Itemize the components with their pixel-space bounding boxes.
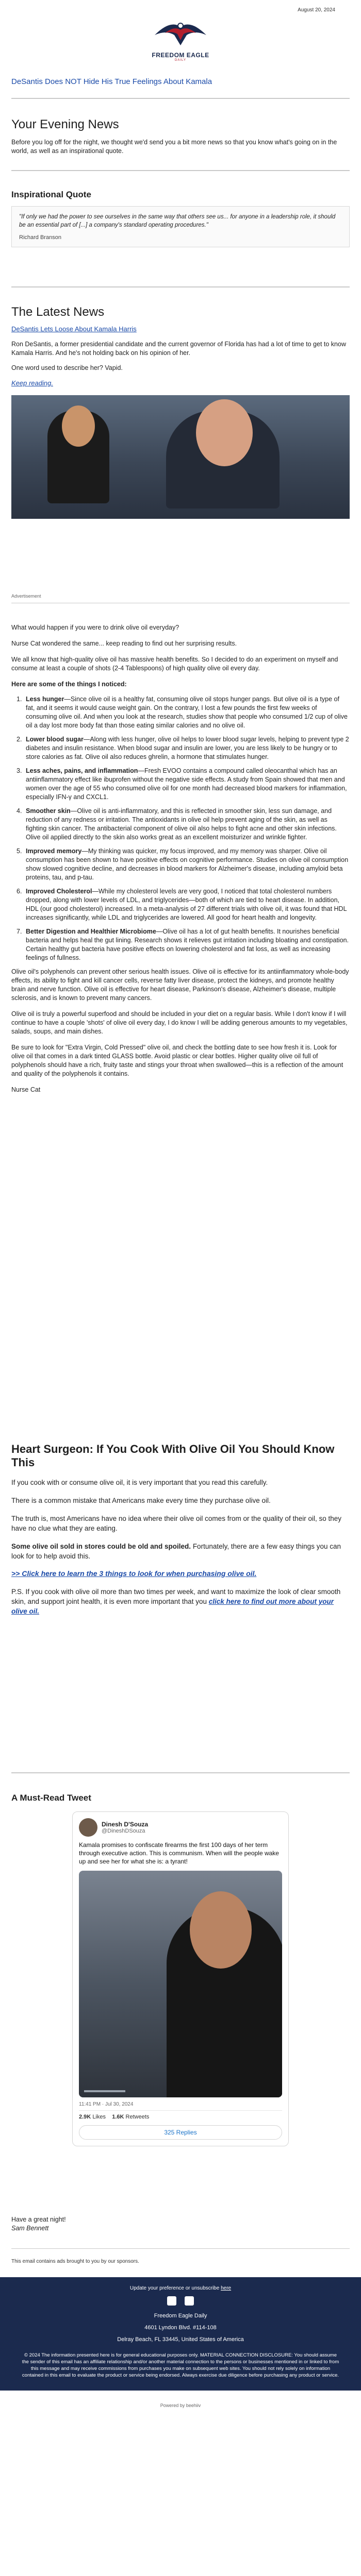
benefit-text: —My thinking was quicker, my focus improved, and my memory was sharper. Olive oil consumption has been shown to have positive effects on cognitive performance. Studies on olive oil consumption show slowed cognitive decline, and decreases in blood markers for Alzheimer's disease, including amyloid beta proteins, tau, and p-tau. bbox=[26, 848, 349, 881]
tweet-timestamp[interactable]: 11:41 PM · Jul 30, 2024 bbox=[79, 2102, 134, 2107]
benefit-title: Better Digestion and Healthier Microbiome bbox=[26, 928, 156, 935]
benefit-title: Less hunger bbox=[26, 696, 64, 703]
ads-note: This email contains ads brought to you by our sponsors. bbox=[11, 2259, 139, 2264]
tweet-likes-count: 2.9K bbox=[79, 2114, 91, 2120]
quote-text: "If only we had the power to see ourselves in the same way that others see us... for anyone in a leadership role, it should be an essential part of [...] a company's standard operating procedures." bbox=[19, 214, 336, 228]
article-paragraph-2: One word used to describe her? Vapid. bbox=[11, 364, 123, 371]
photo-figure-left-head bbox=[62, 405, 95, 447]
olive-oil-link-2[interactable]: click here to find out more about your olive oil. bbox=[11, 1598, 334, 1615]
tweet-reposts-count: 1.6K bbox=[112, 2114, 124, 2120]
surgeon-p4 bbox=[11, 1541, 350, 1561]
divider bbox=[11, 170, 350, 171]
benefit-number: 6. bbox=[17, 888, 22, 895]
article-title-link[interactable]: DeSantis Lets Loose About Kamala Harris bbox=[11, 325, 137, 333]
ad-intro-3: We all know that high-quality olive oil has massive health benefits. So I decided to do an experiment on myself and consume at least a couple of shots (2-4 Tablespoons) of high quality olive oil every day. bbox=[11, 656, 338, 672]
divider bbox=[11, 286, 350, 287]
footer-prefs-line bbox=[0, 2285, 361, 2291]
ad-list-heading: Here are some of the things I noticed: bbox=[11, 681, 127, 688]
benefit-title: Improved Cholesterol bbox=[26, 888, 92, 895]
ad-sign: Nurse Cat bbox=[11, 1086, 41, 1093]
benefit-text: —While my cholesterol levels are very good, I noticed that total cholesterol numbers dropped, along with lower levels of LDL, and triglycerides—both of which are tied to heart disease. In addition, HDL (our good cholesterol) increased. In a meta-analysis of 27 different trials with olive oil, it was found that HDL increases significantly, while LDL and triglycerides are lowered. All good for heart health and longevity. bbox=[26, 888, 347, 921]
address-line-2: Delray Beach, FL 33445, United States of America bbox=[117, 2336, 244, 2343]
intro-text: Before you log off for the night, we thought we'd send you a bit more news so that you know what's going on in the world, as well as an inspirational quote. bbox=[11, 139, 337, 155]
brand-sub: DAILY bbox=[175, 59, 186, 62]
brand-name: FREEDOM EAGLE bbox=[152, 52, 209, 59]
benefit-title: Less aches, pains, and inflammation bbox=[26, 767, 138, 774]
benefit-title: Lower blood sugar bbox=[26, 736, 84, 743]
tweet-reposts-label: Retweets bbox=[125, 2114, 150, 2120]
benefit-number: 3. bbox=[17, 767, 22, 774]
surgeon-p2: There is a common mistake that Americans make every time they purchase olive oil. bbox=[11, 1497, 271, 1504]
divider bbox=[11, 1772, 350, 1773]
benefit-number: 4. bbox=[17, 807, 22, 815]
ad-outro-3: Be sure to look for "Extra Virgin, Cold Pressed" olive oil, and check the bottling date to see how fresh it is. Look for olive oil that comes in a dark tinted GLASS bottle. Avoid plastic or clear bottles. Higher quality olive oil full of polyphenols should have a rich, fruity taste and stings your throat when swallowed—this is a reflection of the amount and quality of the polyphenols it contains. bbox=[11, 1044, 343, 1077]
evening-news-title: Your Evening News bbox=[11, 117, 119, 131]
quote-section-title: Inspirational Quote bbox=[11, 190, 91, 199]
header-date: August 20, 2024 bbox=[298, 7, 335, 13]
unsubscribe-link[interactable]: here bbox=[221, 2285, 232, 2291]
surgeon-p1: If you cook with or consume olive oil, it is very important that you read this carefully. bbox=[11, 1479, 268, 1486]
top-story-link[interactable]: DeSantis Does NOT Hide His True Feelings About Kamala bbox=[11, 77, 212, 86]
benefit-text: —Olive oil is anti-inflammatory, and this is reflected in smoother skin, less sun damage, and reduction of any redness or irritation. The antioxidants in olive oil help prevent aging of the skin, as well as fighting skin cancer. The antibacterial component of olive oil also helps to fight acne and other skin infections. Olive oil applied directly to the skin also works great as an excellent moisturizer and wrinkle fighter. bbox=[26, 807, 337, 841]
divider bbox=[11, 2248, 350, 2249]
advertisement-label: Advertisement bbox=[11, 594, 41, 599]
address-line-1: 4601 Lyndon Blvd. #114-108 bbox=[144, 2325, 217, 2331]
quote-author: Richard Branson bbox=[19, 234, 61, 241]
benefit-number: 2. bbox=[17, 736, 22, 743]
benefits-list bbox=[11, 695, 350, 962]
benefit-item bbox=[17, 807, 350, 842]
powered-by-beehiiv[interactable]: Powered by beehiiv bbox=[160, 2403, 201, 2408]
benefit-item bbox=[17, 767, 350, 802]
update-preferences-link[interactable]: Update your preference or unsubscribe bbox=[129, 2285, 220, 2291]
benefit-item bbox=[17, 847, 350, 882]
article-photo[interactable] bbox=[11, 395, 350, 519]
benefit-item bbox=[17, 927, 350, 962]
x-icon[interactable] bbox=[185, 2296, 194, 2306]
benefit-text: —Since olive oil is a healthy fat, consuming olive oil stops hunger pangs. But olive oil is a type of fat, and it seems it would cause weight gain. On the contrary, I lost a few pounds the first few weeks of consuming olive oil. And when you look at the research, studies show that people who consumed 1/2 cup of olive oil a day lost more body fat than those eating similar calories and no olive oil. bbox=[26, 696, 348, 729]
latest-news-title: The Latest News bbox=[11, 305, 105, 319]
legal-disclosure: © 2024 The information presented here is for general educational purposes only. MATERIAL CONNECTION DISCLOSURE: You should assume the sender of this email has an affiliate relationship and/or another material connection to the persons or businesses mentioned in or linked to from this message and may receive commissions from purchases you make on subsequent web sites. You should not rely solely on information contained in this email to evaluate the product or service being endorsed. Always exercise due diligence before purchasing any product or service. bbox=[22, 2352, 339, 2378]
benefit-text: —Fresh EVOO contains a compound called oleocanthal which has an antiinflammatory effect like ibuprofen without the negative side effects. A study from Spain showed that men and women over the age of 55 who consumed olive oil for one month had decreased blood markers for inflammation, especially IFN-γ and CXCL1. bbox=[26, 767, 347, 801]
tweet-text: Kamala promises to confiscate firearms the first 100 days of her term through executive action. This is communism. When will the people wake up and see her for what she is: a tyrant! bbox=[79, 1841, 279, 1865]
benefit-number: 5. bbox=[17, 848, 22, 855]
surgeon-p3: The truth is, most Americans have no idea where their olive oil comes from or the quality of their oil, so they have no clue what they are eating. bbox=[11, 1515, 342, 1532]
company-name: Freedom Eagle Daily bbox=[154, 2313, 207, 2319]
footer bbox=[0, 2277, 361, 2391]
ad-intro-2: Nurse Cat wondered the same... keep reading to find out her surprising results. bbox=[11, 640, 237, 647]
social-icons bbox=[0, 2296, 361, 2308]
signoff-text: Have a great night! bbox=[11, 2216, 66, 2223]
ad-outro-1: Olive oil's polyphenols can prevent other serious health issues. Olive oil is effective for its antiinflammatory whole-body effects, its ability to fight and kill cancer cells, reverse fatty liver disease, protect the kidneys, and promote healthy brain and nerve function. Olive oil is effective for heart disease, Parkinson's disease, Alzheimer's disease, multiple sclerosis, and is known to prevent many cancers. bbox=[11, 968, 349, 1002]
tweet-section-title: A Must-Read Tweet bbox=[11, 1793, 91, 1803]
signoff-name: Sam Bennett bbox=[11, 2225, 49, 2232]
benefit-number: 1. bbox=[17, 696, 22, 703]
benefit-item bbox=[17, 695, 350, 730]
keep-reading-link[interactable]: Keep reading. bbox=[11, 379, 53, 387]
benefit-text: —Along with less hunger, olive oil helps to lower blood sugar levels, helping to prevent type 2 diabetes and insulin resistance. When blood sugar and insulin are lower, you are less likely to be hungry or to store calories as fat. Olive oil also reduces ghrelin, a hormone that stimulates hunger. bbox=[26, 736, 349, 760]
benefit-title: Improved memory bbox=[26, 848, 82, 855]
brand-logo[interactable] bbox=[0, 14, 361, 62]
surgeon-title: Heart Surgeon: If You Cook With Olive Oil You Should Know This bbox=[11, 1443, 335, 1469]
surgeon-p5-text: P.S. If you cook with olive oil more than two times per week, and want to maximize the look of clear smooth skin, and support joint health, it is even more important that you bbox=[11, 1588, 341, 1605]
embedded-tweet[interactable] bbox=[72, 1811, 289, 2146]
avatar[interactable] bbox=[79, 1818, 97, 1837]
tweet-photo-caption-bar bbox=[84, 2090, 125, 2092]
tweet-replies-button[interactable]: 325 Replies bbox=[79, 2125, 282, 2140]
eagle-icon bbox=[150, 14, 211, 50]
photo-figure-right-head bbox=[196, 399, 253, 466]
article-paragraph-1: Ron DeSantis, a former presidential candidate and the current governor of Florida has had a lot of time to get to know Kamala Harris. And he's not holding back on his opinion of her. bbox=[11, 341, 346, 357]
benefit-number: 7. bbox=[17, 928, 22, 935]
divider bbox=[11, 98, 350, 99]
tweet-stats bbox=[79, 2110, 282, 2120]
benefit-text: —Olive oil has a lot of gut health benefits. It nourishes beneficial bacteria and helps heal the gut lining. Research shows it relieves gut irritation including bloating and constipation. Certain healthy gut bacteria have positive effects on lowering cholesterol and fat loss, as well as increasing feelings of fullness. bbox=[26, 928, 349, 961]
surgeon-p4-rest: Fortunately, there are a few easy things you can look for to help avoid this. bbox=[11, 1543, 341, 1560]
olive-oil-link-1[interactable]: >> Click here to learn the 3 things to look for when purchasing olive oil. bbox=[11, 1569, 257, 1578]
surgeon-p5 bbox=[11, 1587, 350, 1616]
benefit-title: Smoother skin bbox=[26, 807, 71, 815]
ad-outro-2: Olive oil is truly a powerful superfood and should be included in your diet on a regular basis. While I don't know if I will continue to have a couple 'shots' of olive oil every day, I do know I will be adding generous amounts to my vegetables, salads, soups, and main dishes. bbox=[11, 1010, 348, 1035]
ad-intro-1: What would happen if you were to drink olive oil everyday? bbox=[11, 624, 179, 631]
tweet-author-handle[interactable]: @DineshDSouza bbox=[102, 1828, 145, 1834]
benefit-item bbox=[17, 887, 350, 922]
surgeon-p4-bold: Some olive oil sold in stores could be old and spoiled. bbox=[11, 1543, 191, 1550]
benefit-item bbox=[17, 735, 350, 761]
facebook-icon[interactable] bbox=[167, 2296, 176, 2306]
tweet-likes-label: Likes bbox=[92, 2114, 106, 2120]
tweet-photo-figure-head bbox=[190, 1891, 252, 1969]
tweet-photo[interactable] bbox=[79, 1871, 282, 2097]
tweet-author-name[interactable]: Dinesh D'Souza bbox=[102, 1821, 149, 1828]
quote-box bbox=[11, 206, 350, 247]
advertisement-body bbox=[11, 623, 350, 1094]
